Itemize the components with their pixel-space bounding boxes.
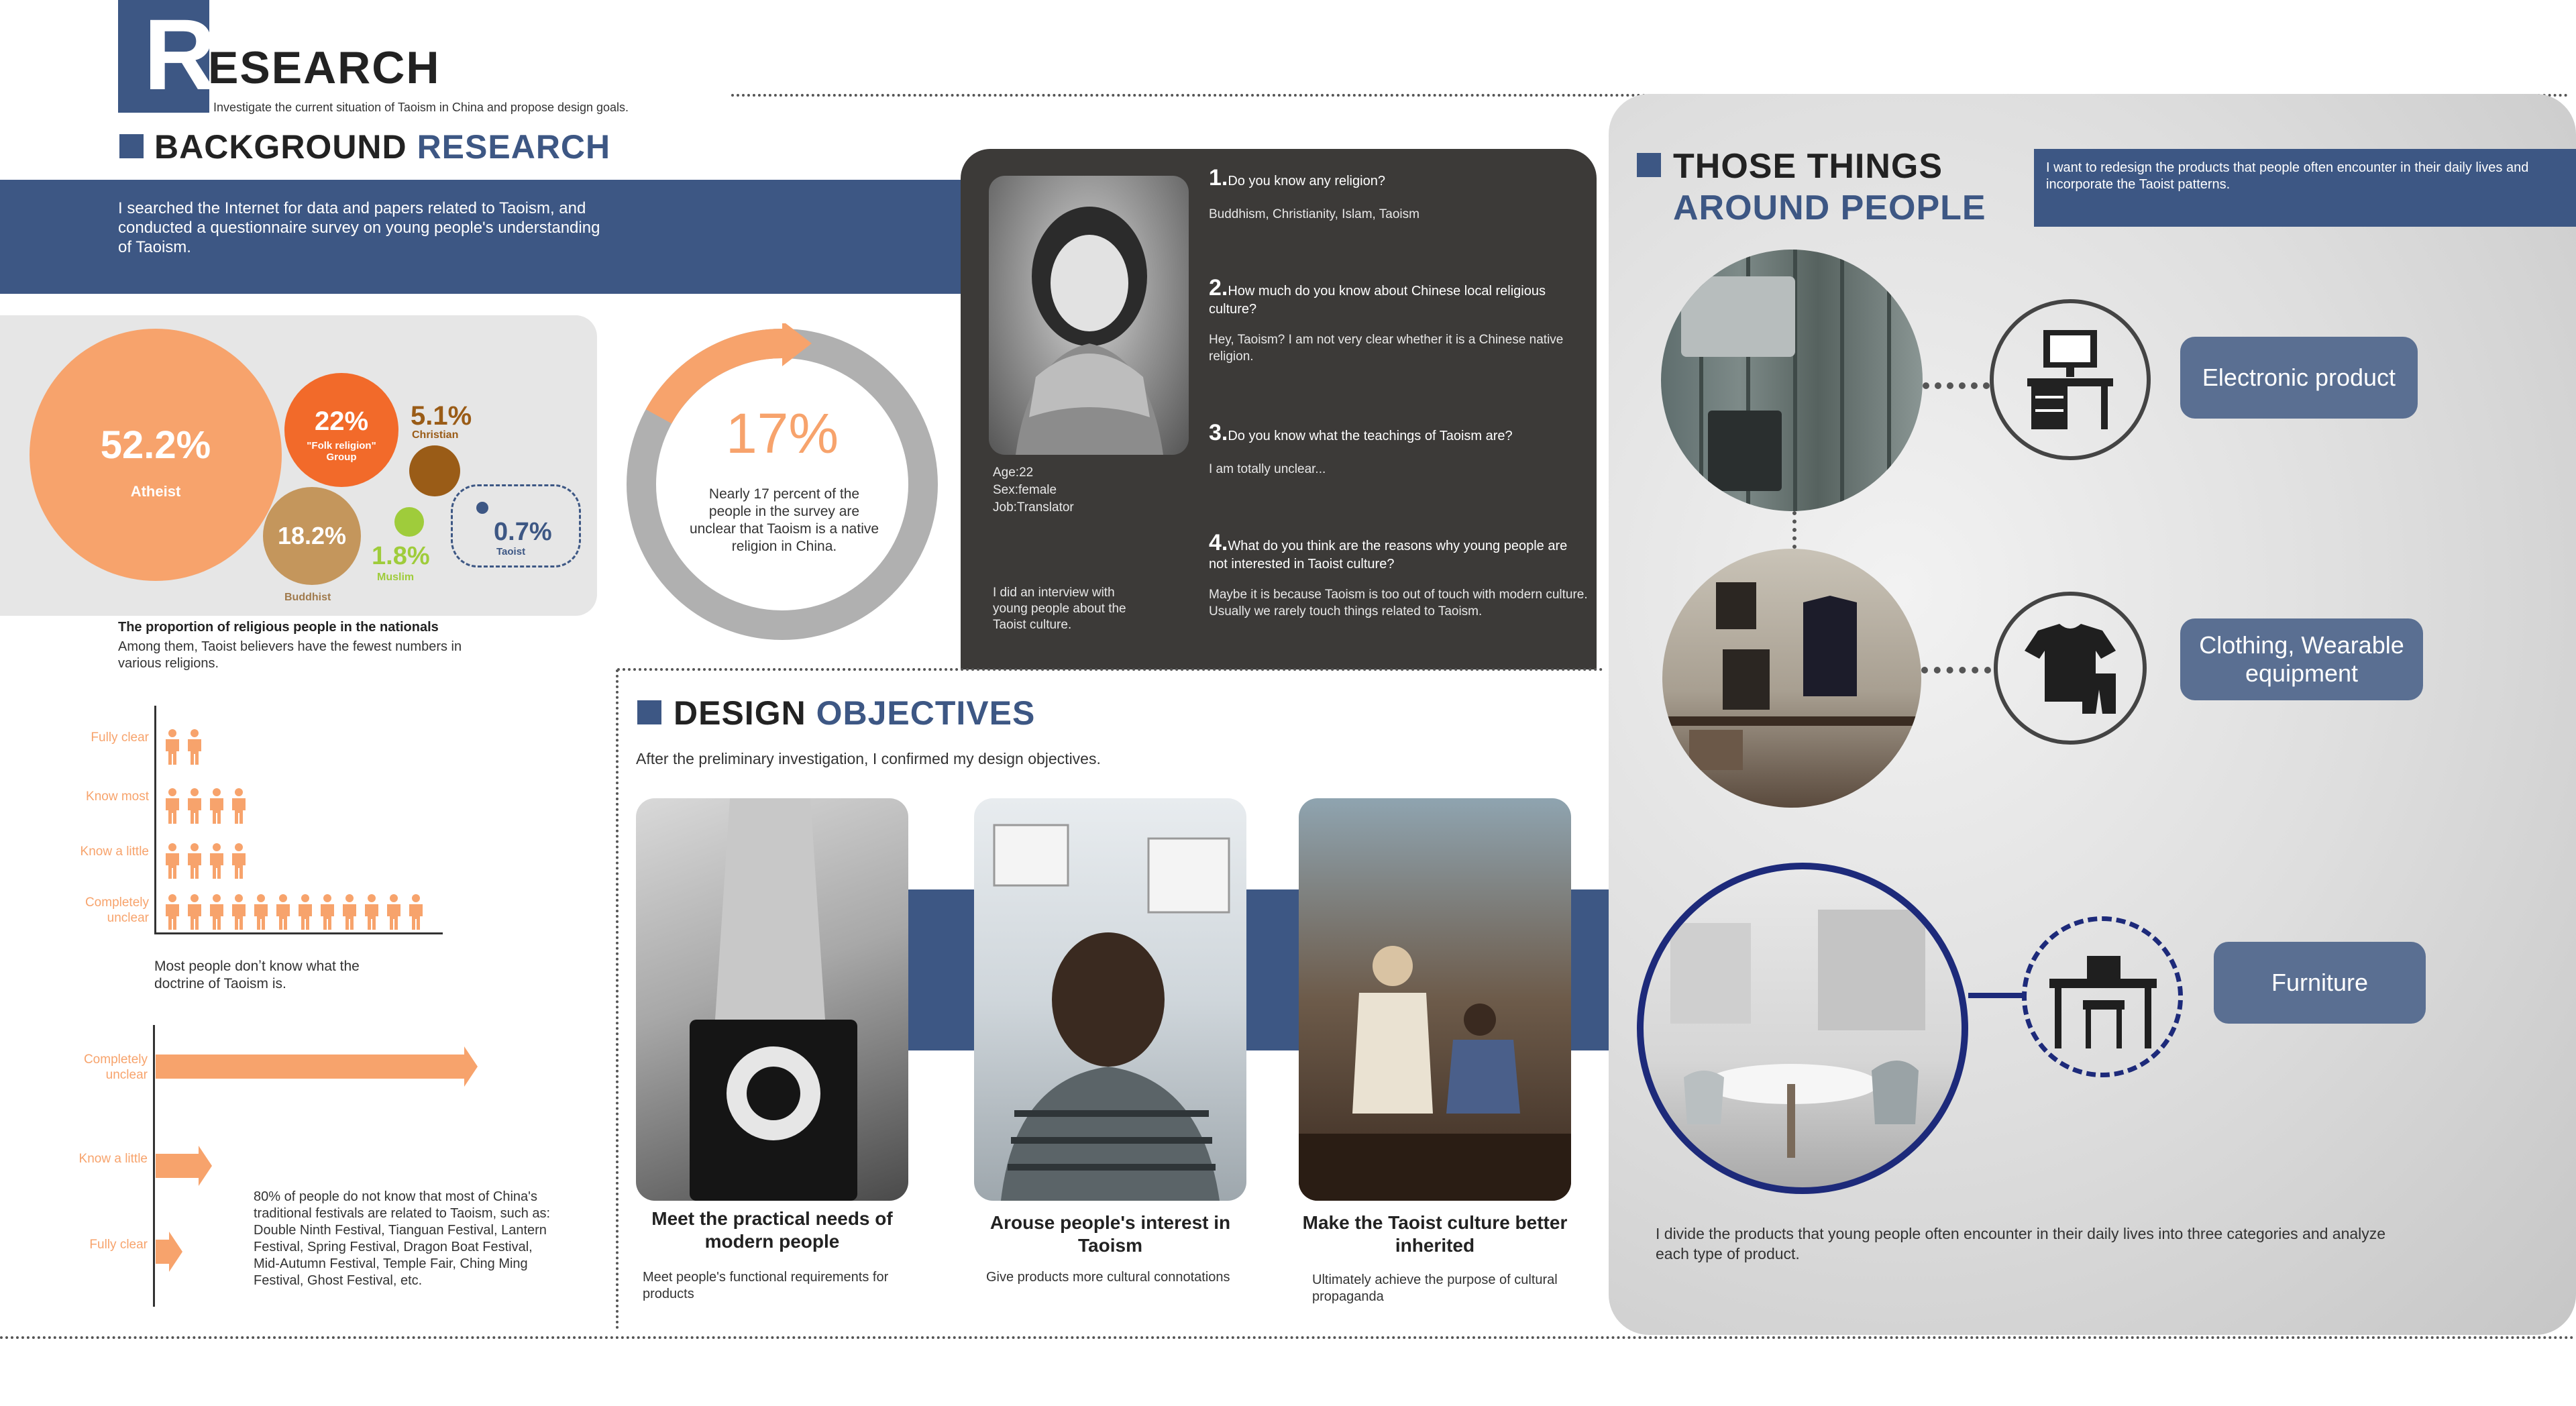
category-3-label: Furniture	[2214, 942, 2426, 1024]
wardrobe-icon	[1662, 549, 1921, 808]
connector-3	[1968, 993, 2025, 998]
question-4-num: 4.	[1209, 530, 1228, 555]
objectives-title-b: OBJECTIVES	[816, 694, 1036, 732]
bubble-taoist	[476, 502, 488, 514]
person-icon	[186, 894, 203, 930]
festival-label: Completely unclear	[83, 1052, 148, 1082]
person-icon	[230, 788, 248, 824]
interviewee-job: Job:Translator	[993, 500, 1074, 515]
person-icon	[385, 894, 402, 930]
section-marker	[119, 134, 144, 158]
header-title: ESEARCH	[208, 42, 441, 93]
question-2-text: How much do you know about Chinese local religious culture?	[1209, 284, 1546, 317]
bubble-folk-label: "Folk religion" Group	[307, 440, 376, 463]
person-icon	[164, 843, 181, 879]
objectives-title	[674, 694, 1035, 733]
bubble-muslim-label: Muslim	[377, 572, 415, 583]
clothing-icon	[1998, 596, 2143, 741]
bubble-atheist	[30, 329, 282, 581]
objective-1-desc: Meet people's functional requirements for products	[643, 1270, 889, 1301]
person-icon	[297, 894, 314, 930]
festival-bar	[156, 1046, 478, 1087]
objective-1-title: Meet the practical needs of modern people	[651, 1208, 893, 1252]
interviewee-age: Age:22	[993, 466, 1034, 480]
person-icon	[164, 788, 181, 824]
table-chair-icon	[2027, 921, 2178, 1073]
person-icon	[208, 843, 225, 879]
question-3-num: 3.	[1209, 420, 1228, 445]
pictogram-label: Completely unclear	[85, 896, 149, 925]
answer-3: I am totally unclear...	[1209, 462, 1326, 476]
festival-label: Fully clear	[89, 1238, 148, 1252]
question-3	[1209, 420, 1585, 478]
bubble-buddhist-value: 18.2%	[277, 522, 347, 549]
bubble-christian	[409, 445, 460, 496]
bubble-muslim-value: 1.8%	[372, 542, 430, 570]
objectives-divider-top	[617, 668, 1603, 671]
festival-caption: 80% of people do not know that most of China's traditional festivals are related to Taoism, such as: Double Ninth Festival, Tianguan Festival, Lantern Festival, Spring Festival, Dragon Boat Festival, Mid-Autumn Festival, Temple Fair, Ching Ming Festival, Ghost Festival, etc.	[254, 1189, 551, 1288]
pictogram-label: Know most	[86, 790, 149, 804]
pictogram-label: Fully clear	[91, 731, 149, 745]
category-3-photo	[1637, 863, 1968, 1194]
header-subtitle: Investigate the current situation of Taoism in China and propose design goals.	[213, 101, 629, 114]
festival-bar	[156, 1232, 182, 1272]
bubble-taoist-value: 0.7%	[494, 518, 552, 546]
background-title-b: RESEARCH	[417, 128, 611, 166]
bubble-christian-label: Christian	[412, 429, 459, 441]
bubble-christian-value: 5.1%	[411, 401, 472, 431]
category-1-photo	[1661, 250, 1923, 511]
objective-2-desc: Give products more cultural connotations	[986, 1270, 1230, 1285]
category-1-label: Electronic product	[2180, 337, 2418, 419]
pictogram-axis	[154, 706, 156, 934]
question-1-num: 1.	[1209, 165, 1228, 191]
question-1	[1209, 165, 1585, 223]
objective-photo-ritual	[1299, 798, 1571, 1201]
bubble-caption-title: The proportion of religious people in the nationals	[118, 620, 439, 635]
person-icon	[341, 894, 358, 930]
question-3-text: Do you know what the teachings of Taoism are?	[1228, 429, 1513, 443]
person-icon	[186, 728, 203, 765]
festival-axis	[153, 1025, 155, 1307]
person-icon	[363, 894, 380, 930]
person-icon	[230, 843, 248, 879]
category-2-photo	[1662, 549, 1921, 808]
things-title-a: THOSE THINGS	[1673, 147, 1943, 186]
things-title-b: AROUND PEOPLE	[1673, 188, 1986, 227]
pictogram-baseline	[154, 932, 443, 934]
bubble-atheist-label: Atheist	[130, 483, 181, 500]
donut-chart	[621, 323, 943, 645]
bubble-taoist-label: Taoist	[496, 546, 526, 557]
taoist-ritual-icon	[1299, 798, 1571, 1201]
connector-2	[1921, 667, 1991, 673]
question-1-text: Do you know any religion?	[1228, 174, 1385, 188]
objectives-intro: After the preliminary investigation, I confirmed my design objectives.	[636, 750, 1101, 767]
interviewee-photo	[989, 176, 1189, 455]
objectives-title-a: DESIGN	[674, 694, 806, 732]
objective-2-title: Arouse people's interest in Taoism	[989, 1212, 1231, 1256]
question-4-text: What do you think are the reasons why young people are not interested in Taoist culture?	[1209, 539, 1568, 572]
connector-1	[1923, 382, 1990, 389]
things-summary: I divide the products that young people often encounter in their daily lives into three categories and analyze each type of product.	[1656, 1225, 2386, 1262]
donut-value: 17%	[725, 402, 839, 465]
person-icon	[208, 894, 225, 930]
person-icon	[186, 788, 203, 824]
bubble-folk-value: 22%	[314, 407, 369, 436]
answer-2: Hey, Taoism? I am not very clear whether it is a Chinese native religion.	[1209, 333, 1564, 364]
dining-room-icon	[1644, 869, 1962, 1187]
pictogram-caption: Most people donʼt know what the doctrine of Taoism is.	[154, 959, 360, 991]
person-icon	[208, 788, 225, 824]
question-4	[1209, 530, 1588, 620]
interview-note: I did an interview with young people about the Taoist culture.	[993, 586, 1126, 632]
bubble-caption-body: Among them, Taoist believers have the fewest numbers in various religions.	[118, 639, 462, 671]
category-3-icon-circle	[2022, 916, 2183, 1077]
category-2-icon-circle	[1994, 592, 2147, 745]
answer-4: Maybe it is because Taoism is too out of touch with modern culture. Usually we rarely touch things related to Taoism.	[1209, 588, 1588, 618]
footer-divider	[0, 1336, 2576, 1339]
person-back-icon	[974, 798, 1246, 1201]
connector-vertical-1	[1792, 511, 1796, 549]
background-title-a: BACKGROUND	[154, 128, 407, 166]
portrait-icon	[989, 176, 1189, 455]
background-title	[154, 127, 610, 166]
bubble-atheist-value: 52.2%	[100, 423, 211, 467]
question-2-num: 2.	[1209, 275, 1228, 301]
person-icon	[252, 894, 270, 930]
person-icon	[164, 894, 181, 930]
objective-3-title: Make the Taoist culture better inherited	[1302, 1212, 1568, 1256]
interviewee-sex: Sex:female	[993, 483, 1057, 497]
things-intro: I want to redesign the products that people often encounter in their daily lives and incorporate the Taoist patterns.	[2046, 160, 2529, 192]
computer-desk-icon	[1994, 303, 2147, 456]
answer-1: Buddhism, Christianity, Islam, Taoism	[1209, 207, 1419, 221]
section-marker	[1637, 153, 1661, 177]
bubble-buddhist	[263, 487, 361, 585]
category-2-label: Clothing, Wearable equipment	[2180, 618, 2423, 700]
donut-text: Nearly 17 percent of the people in the survey are unclear that Taoism is a native religion in China.	[689, 486, 879, 554]
bubble-buddhist-label: Buddhist	[284, 592, 331, 603]
pictogram-label: Know a little	[80, 845, 149, 859]
question-2	[1209, 275, 1585, 365]
objective-photo-bag	[636, 798, 908, 1201]
person-icon	[319, 894, 336, 930]
bubble-folk	[284, 373, 398, 487]
person-icon	[164, 728, 181, 765]
tote-bag-icon	[636, 798, 908, 1201]
person-icon	[186, 843, 203, 879]
festival-label: Know a little	[78, 1152, 148, 1166]
person-icon	[230, 894, 248, 930]
person-icon	[274, 894, 292, 930]
wood-desk-icon	[1661, 250, 1923, 511]
category-1-icon-circle	[1990, 299, 2151, 460]
objective-photo-person	[974, 798, 1246, 1201]
objective-3-desc: Ultimately achieve the purpose of cultural propaganda	[1312, 1273, 1558, 1304]
header-letter: R	[144, 0, 217, 111]
section-marker	[637, 700, 661, 724]
person-icon	[407, 894, 425, 930]
bubble-muslim	[394, 507, 424, 537]
festival-bar	[156, 1146, 212, 1186]
objectives-divider-left	[616, 669, 619, 1330]
intro-text: I searched the Internet for data and papers related to Taoism, and conducted a questionnaire survey on young people's understanding of Taoism.	[118, 199, 600, 256]
